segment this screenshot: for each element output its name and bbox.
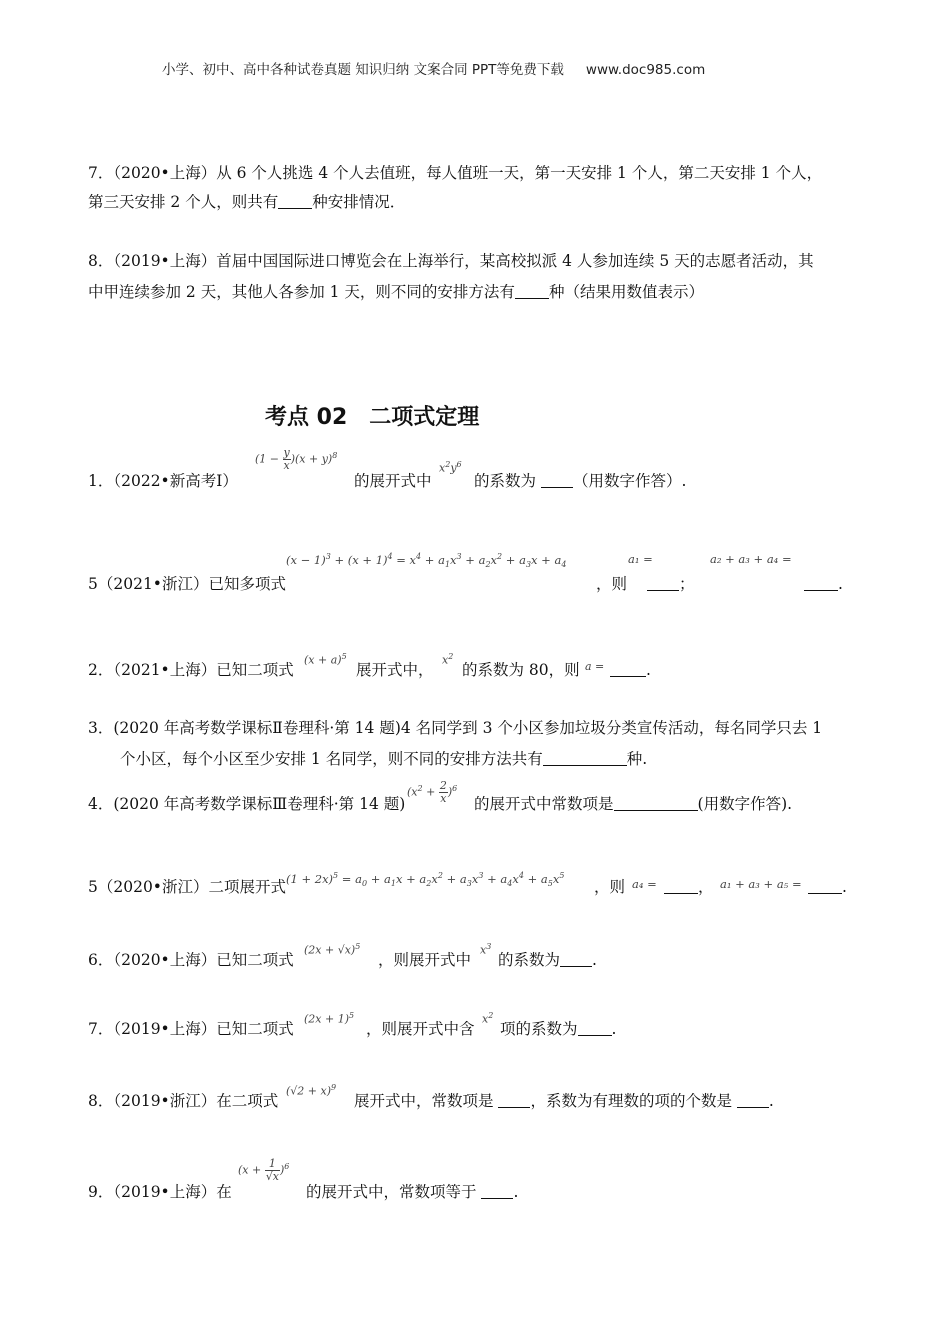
q2-prefix: 2．（2021•上海）已知二项式 [88,661,294,679]
answer-blank[interactable] [610,662,646,677]
header-text: 小学、初中、高中各种试卷真题 知识归纳 文案合同 PPT等免费下载 [162,62,564,78]
q1-term: $x^2y^6$ [439,460,462,475]
q2-end: . [610,660,651,680]
q3-line1: 3．(2020 年高考数学课标Ⅱ卷理科·第 14 题)4 名同学到 3 个小区参加垃圾分类宣传活动，每名同学只去 1 [88,719,823,737]
q8-prefix: 8．（2019•浙江）在二项式 [88,1092,279,1110]
q7-formula: $(2x + 1)^5$ [304,1011,355,1026]
answer-blank[interactable] [498,1093,530,1108]
q1-suffix: 的系数为 （用数字作答）. [474,472,687,490]
q5a-prefix: 5（2021•浙江）已知多项式 [88,575,286,593]
q7-mid: ，则展开式中含 [366,1020,475,1038]
s1-q8-line1: 8．（2019•上海）首届中国国际进口博览会在上海举行，某高校拟派 4 人参加连续 5 天的志愿者活动，其 [88,252,814,270]
answer-blank[interactable] [515,284,549,299]
answer-blank[interactable] [737,1093,769,1108]
answer-blank[interactable] [804,576,838,591]
q2-mid: 展开式中， [356,661,434,679]
q7-term: $x^2$ [482,1011,494,1026]
q2-term: $x^2$ [442,652,454,667]
q5a-formula: $(x - 1)^3 + (x + 1)^4 = x^4 + a_1x^3 + a_2x^2 + a_3x + a_4$ [286,552,567,570]
answer-blank[interactable] [808,879,842,894]
q5b-mid: ，则 [594,878,626,896]
q6-term: $x^3$ [480,942,492,957]
q5b-formula: $(1 + 2x)^5 = a_0 + a_1x + a_2x^2 + a_3x^3 + a_4x^4 + a_5x^5$ [286,871,565,889]
q1-prefix: 1．（2022•新高考Ⅰ） [88,472,238,490]
header-url[interactable]: www.doc985.com [585,62,706,78]
answer-blank[interactable] [543,751,627,766]
q1-mid: 的展开式中 [354,472,432,490]
s1-q8-line2: 中甲连续参加 2 天，其他人各参加 1 天，则不同的安排方法有 种（结果用数值表示） [88,283,704,301]
q8-formula: $(√2 + x)^9$ [286,1083,337,1098]
s1-q7-line2: 第三天安排 2 个人，则共有 种安排情况． [88,193,406,211]
q5b-blank1: ， [664,877,714,897]
answer-blank[interactable] [278,194,312,209]
answer-blank[interactable] [481,1184,513,1199]
answer-blank[interactable] [578,1021,612,1036]
q7-end: 项的系数为 . [500,1020,617,1038]
answer-blank[interactable] [560,952,592,967]
q6-end: 的系数为 . [498,951,597,969]
q5b-sum: a₁ + a₃ + a₅ = [720,877,802,891]
q1-formula: (1 − $\frac{y}{x}$ )$(x + y)^8$ [255,446,338,472]
answer-blank[interactable] [664,879,698,894]
q5b-prefix: 5（2020•浙江）二项展开式 [88,878,286,896]
answer-blank[interactable] [647,576,679,591]
q2-formula: $(x + a)^5$ [304,652,347,667]
q7-prefix: 7．（2019•上海）已知二项式 [88,1020,294,1038]
q2-var: a = [585,660,605,673]
q6-mid: ，则展开式中 [378,951,472,969]
q9-mid: 的展开式中，常数项等于 . [306,1183,519,1201]
q4-mid: 的展开式中常数项是 (用数字作答). [474,795,793,813]
q6-formula: $(2x + √x)^5$ [304,942,361,957]
q5b-end: . [808,877,847,897]
q8-mid: 展开式中，常数项是 ，系数为有理数的项的个数是 . [354,1092,774,1110]
answer-blank[interactable] [541,473,573,488]
q5a-end: . [804,574,843,594]
answer-blank[interactable] [614,796,698,811]
q4-prefix: 4．(2020 年高考数学课标Ⅲ卷理科·第 14 题) [88,795,406,813]
q5a-mid: ，则 ； [596,575,695,593]
q4-formula: ($x^2$ + $\frac{2}{x}$ )$^6$ [407,779,458,805]
section-title: 考点 02 二项式定理 [265,405,480,430]
q3-line2: 个小区，每个小区至少安排 1 名同学，则不同的安排方法共有 种. [120,750,648,768]
s1-q7-line1: 7．（2020•上海）从 6 个人挑选 4 个人去值班，每人值班一天，第一天安排 1 个人，第二天安排 1 个人， [88,164,823,182]
q2-mid2: 的系数为 80，则 [462,661,580,679]
q6-prefix: 6．（2020•上海）已知二项式 [88,951,294,969]
page-header [162,58,705,78]
q9-prefix: 9．（2019•上海）在 [88,1183,232,1201]
q5a-a1: a₁ = [628,552,653,566]
q5a-sum: a₂ + a₃ + a₄ = [710,552,792,566]
q5b-a4: a₄ = [632,877,657,891]
q9-formula: (x + $\frac{1}{√x}$ )$^6$ [238,1157,290,1183]
